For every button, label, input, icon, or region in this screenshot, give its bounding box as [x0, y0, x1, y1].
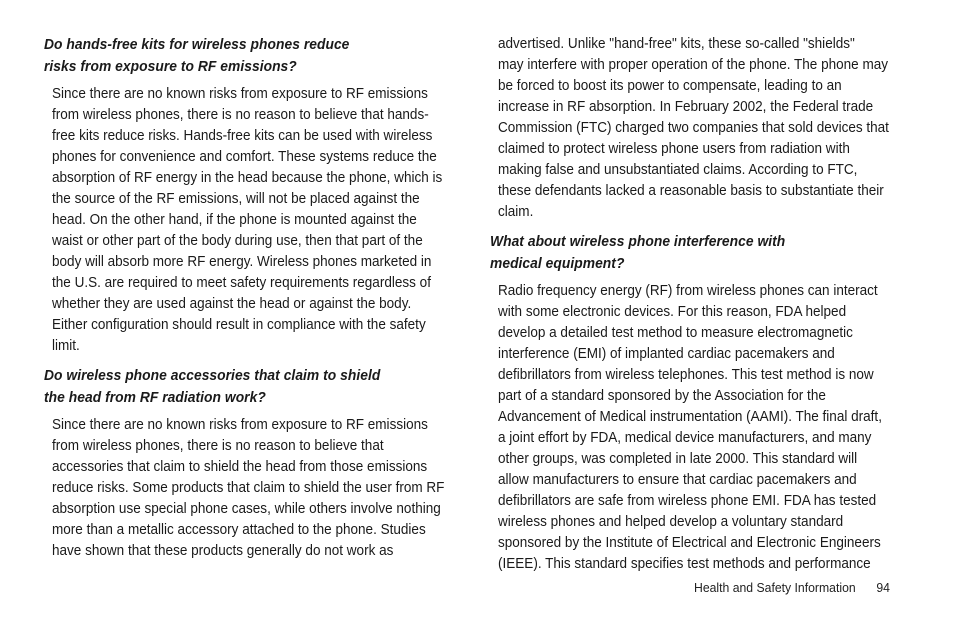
paragraph-line: waist or other part of the body during use, then that part of the — [52, 233, 423, 249]
paragraph-line: from wireless phones, there is no reason to believe that hands- — [52, 107, 429, 123]
footer-section-title: Health and Safety Information — [694, 580, 856, 595]
paragraph-line: these defendants lacked a reasonable basis to substantiate their — [498, 183, 884, 199]
paragraph-line: develop a detailed test method to measure electromagnetic — [498, 325, 853, 341]
answer-hands-free-kits — [52, 84, 454, 357]
question-line: Do wireless phone accessories that claim to shield — [44, 368, 381, 384]
right-column — [490, 34, 910, 583]
question-line: medical equipment? — [490, 256, 625, 272]
paragraph-line: claim. — [498, 204, 534, 220]
question-medical-interference — [490, 231, 903, 275]
paragraph-line: absorption use special phone cases, while others involve nothing — [52, 501, 441, 517]
question-hands-free-kits — [44, 34, 457, 78]
paragraph-line: increase in RF absorption. In February 2002, the Federal trade — [498, 99, 874, 115]
paragraph-line: claimed to protect wireless phone users from radiation with — [498, 141, 850, 157]
question-line: the head from RF radiation work? — [44, 390, 266, 406]
paragraph-line: more than a metallic accessory attached to the phone. Studies — [52, 522, 426, 538]
paragraph-line: the source of the RF emissions, will not be placed against the — [52, 191, 420, 207]
paragraph-line: body will absorb more RF energy. Wireless phones marketed in — [52, 254, 432, 270]
paragraph-line: free kits reduce risks. Hands-free kits can be used with wireless — [52, 128, 433, 144]
paragraph-line: Either configuration should result in compliance with the safety — [52, 317, 426, 333]
paragraph-line: with some electronic devices. For this reason, FDA helped — [498, 304, 847, 320]
paragraph-line: the U.S. are required to meet safety requirements regardless of — [52, 275, 431, 291]
paragraph-line: limit. — [52, 338, 80, 354]
answer-shield-accessories-continued — [498, 34, 900, 223]
paragraph-line: head. On the other hand, if the phone is mounted against the — [52, 212, 417, 228]
page-number: 94 — [876, 580, 890, 595]
answer-shield-accessories — [52, 415, 454, 562]
question-line: risks from exposure to RF emissions? — [44, 59, 297, 75]
paragraph-line: from wireless phones, there is no reason to believe that — [52, 438, 384, 454]
paragraph-line: defibrillators are safe from wireless phone EMI. FDA has tested — [498, 493, 877, 509]
paragraph-line: have shown that these products generally do not work as — [52, 543, 394, 559]
paragraph-line: may interfere with proper operation of the phone. The phone may — [498, 57, 889, 73]
paragraph-line: Since there are no known risks from exposure to RF emissions — [52, 86, 428, 102]
question-line: Do hands-free kits for wireless phones reduce — [44, 37, 350, 53]
page-footer — [694, 578, 890, 598]
paragraph-line: phones for convenience and comfort. These systems reduce the — [52, 149, 437, 165]
paragraph-line: sponsored by the Institute of Electrical and Electronic Engineers — [498, 535, 881, 551]
paragraph-line: part of a standard sponsored by the Association for the — [498, 388, 826, 404]
paragraph-line: Advancement of Medical instrumentation (AAMI). The final draft, — [498, 409, 882, 425]
paragraph-line: defibrillators from wireless telephones. This test method is now — [498, 367, 874, 383]
paragraph-line: making false and unsubstantiated claims. According to FTC, — [498, 162, 858, 178]
paragraph-line: other groups, was completed in late 2000. This standard will — [498, 451, 858, 467]
paragraph-line: be forced to boost its power to compensate, leading to an — [498, 78, 842, 94]
paragraph-line: absorption of RF energy in the head because the phone, which is — [52, 170, 443, 186]
paragraph-line: interference (EMI) of implanted cardiac pacemakers and — [498, 346, 835, 362]
paragraph-line: allow manufacturers to ensure that cardiac pacemakers and — [498, 472, 857, 488]
paragraph-line: wireless phones and helped develop a voluntary standard — [498, 514, 844, 530]
paragraph-line: whether they are used against the head or against the body. — [52, 296, 412, 312]
answer-medical-interference — [498, 281, 900, 575]
paragraph-line: advertised. Unlike "hand-free" kits, these so-called "shields" — [498, 36, 855, 52]
question-shield-accessories — [44, 365, 457, 409]
paragraph-line: Commission (FTC) charged two companies that sold devices that — [498, 120, 889, 136]
paragraph-line: Radio frequency energy (RF) from wireless phones can interact — [498, 283, 878, 299]
left-column — [44, 34, 456, 570]
paragraph-line: Since there are no known risks from exposure to RF emissions — [52, 417, 428, 433]
paragraph-line: a joint effort by FDA, medical device manufacturers, and many — [498, 430, 872, 446]
paragraph-line: accessories that claim to shield the head from those emissions — [52, 459, 428, 475]
paragraph-line: reduce risks. Some products that claim to shield the user from RF — [52, 480, 445, 496]
paragraph-line: (IEEE). This standard specifies test methods and performance — [498, 556, 871, 572]
question-line: What about wireless phone interference with — [490, 234, 786, 250]
